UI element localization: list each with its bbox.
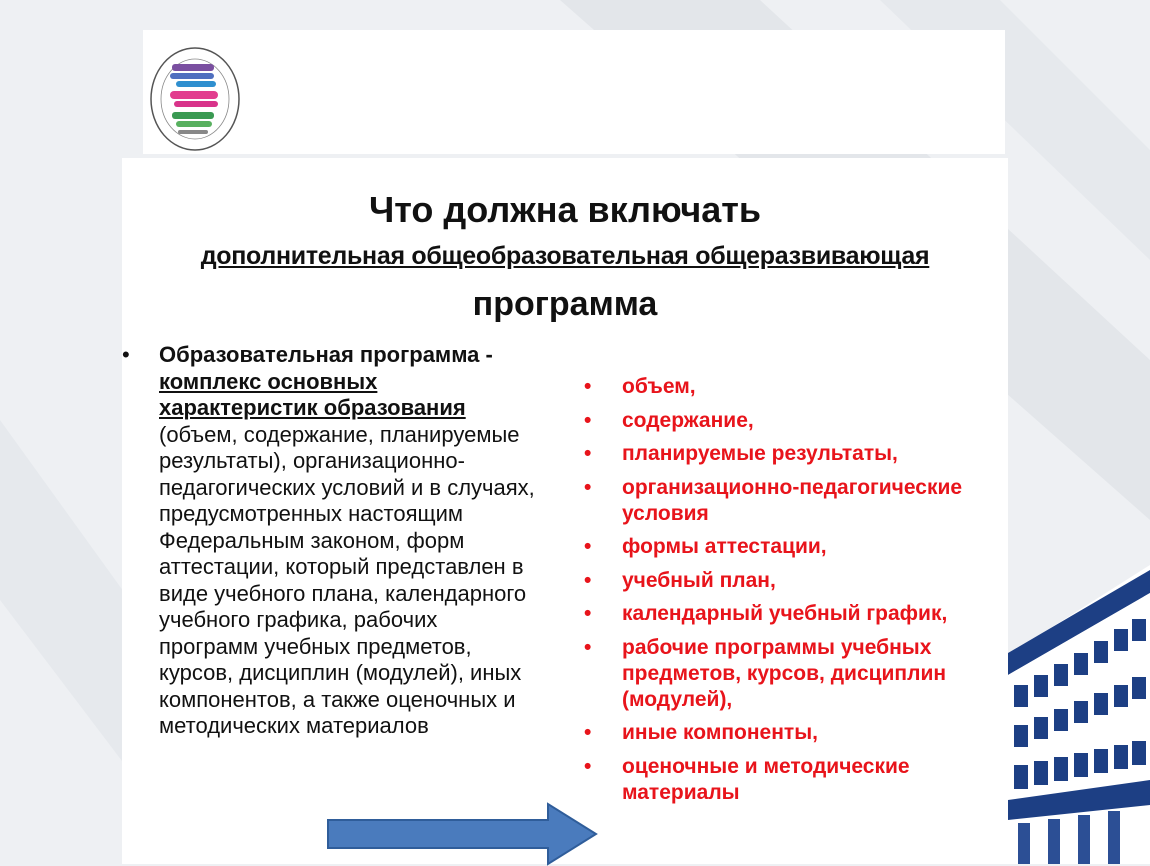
slide-title-line-2: дополнительная общеобразовательная общеразвивающая [200, 242, 930, 270]
list-item: • учебный план, [584, 568, 776, 592]
definition-underlined: комплекс основных характеристик образования [159, 368, 466, 420]
definition-intro: Образовательная программа - [159, 342, 493, 367]
list-item: • формы аттестации, [584, 535, 827, 558]
list-item: • планируемые результаты, [584, 442, 898, 465]
list-item: • календарный учебный график, [584, 602, 948, 625]
bullet-dot: • [584, 635, 592, 659]
bullet-dot: • [584, 442, 592, 465]
slide-title-line-1: Что должна включать [368, 189, 762, 230]
bullet-dot: • [584, 568, 592, 592]
bullet-dot: • [584, 721, 592, 744]
list-item: • объем, [584, 375, 696, 398]
definition-block [122, 342, 542, 740]
slide-title-line-3: программа [472, 285, 658, 323]
school-building-illustration [1008, 565, 1150, 864]
bullet-dot: • [584, 754, 592, 778]
list-item: • содержание, [584, 408, 754, 432]
list-item: • организационно-педагогические условия [584, 475, 963, 525]
list-item: • рабочие программы учебных предметов, курсов, дисциплин (модулей), [584, 635, 947, 711]
bullet-dot: • [584, 475, 592, 499]
bullet-dot: • [584, 602, 592, 625]
components-list [584, 374, 1014, 813]
list-item: • оценочные и методические материалы [584, 754, 910, 804]
bullet-dot: • [584, 375, 592, 398]
list-item: • иные компоненты, [584, 721, 818, 744]
definition-body: (объем, содержание, планируемые результаты), организационно-педагогических условий и в случаях, предусмотренных настоящим Федеральным законом, форм аттестации, который представлен в виде учебного плана, календарного учебного графика, рабочих программ учебных предметов, курсов, дисциплин (модулей), иных компонентов, а также оценочных и методических материалов [159, 421, 535, 738]
definition-text [159, 342, 542, 740]
bullet-dot: • [584, 408, 592, 432]
logo-band [143, 30, 1005, 154]
right-arrow-icon [326, 802, 598, 866]
bullet-dot: • [584, 535, 592, 558]
definition-bullet: • [122, 342, 130, 367]
institute-logo-icon [148, 46, 242, 152]
